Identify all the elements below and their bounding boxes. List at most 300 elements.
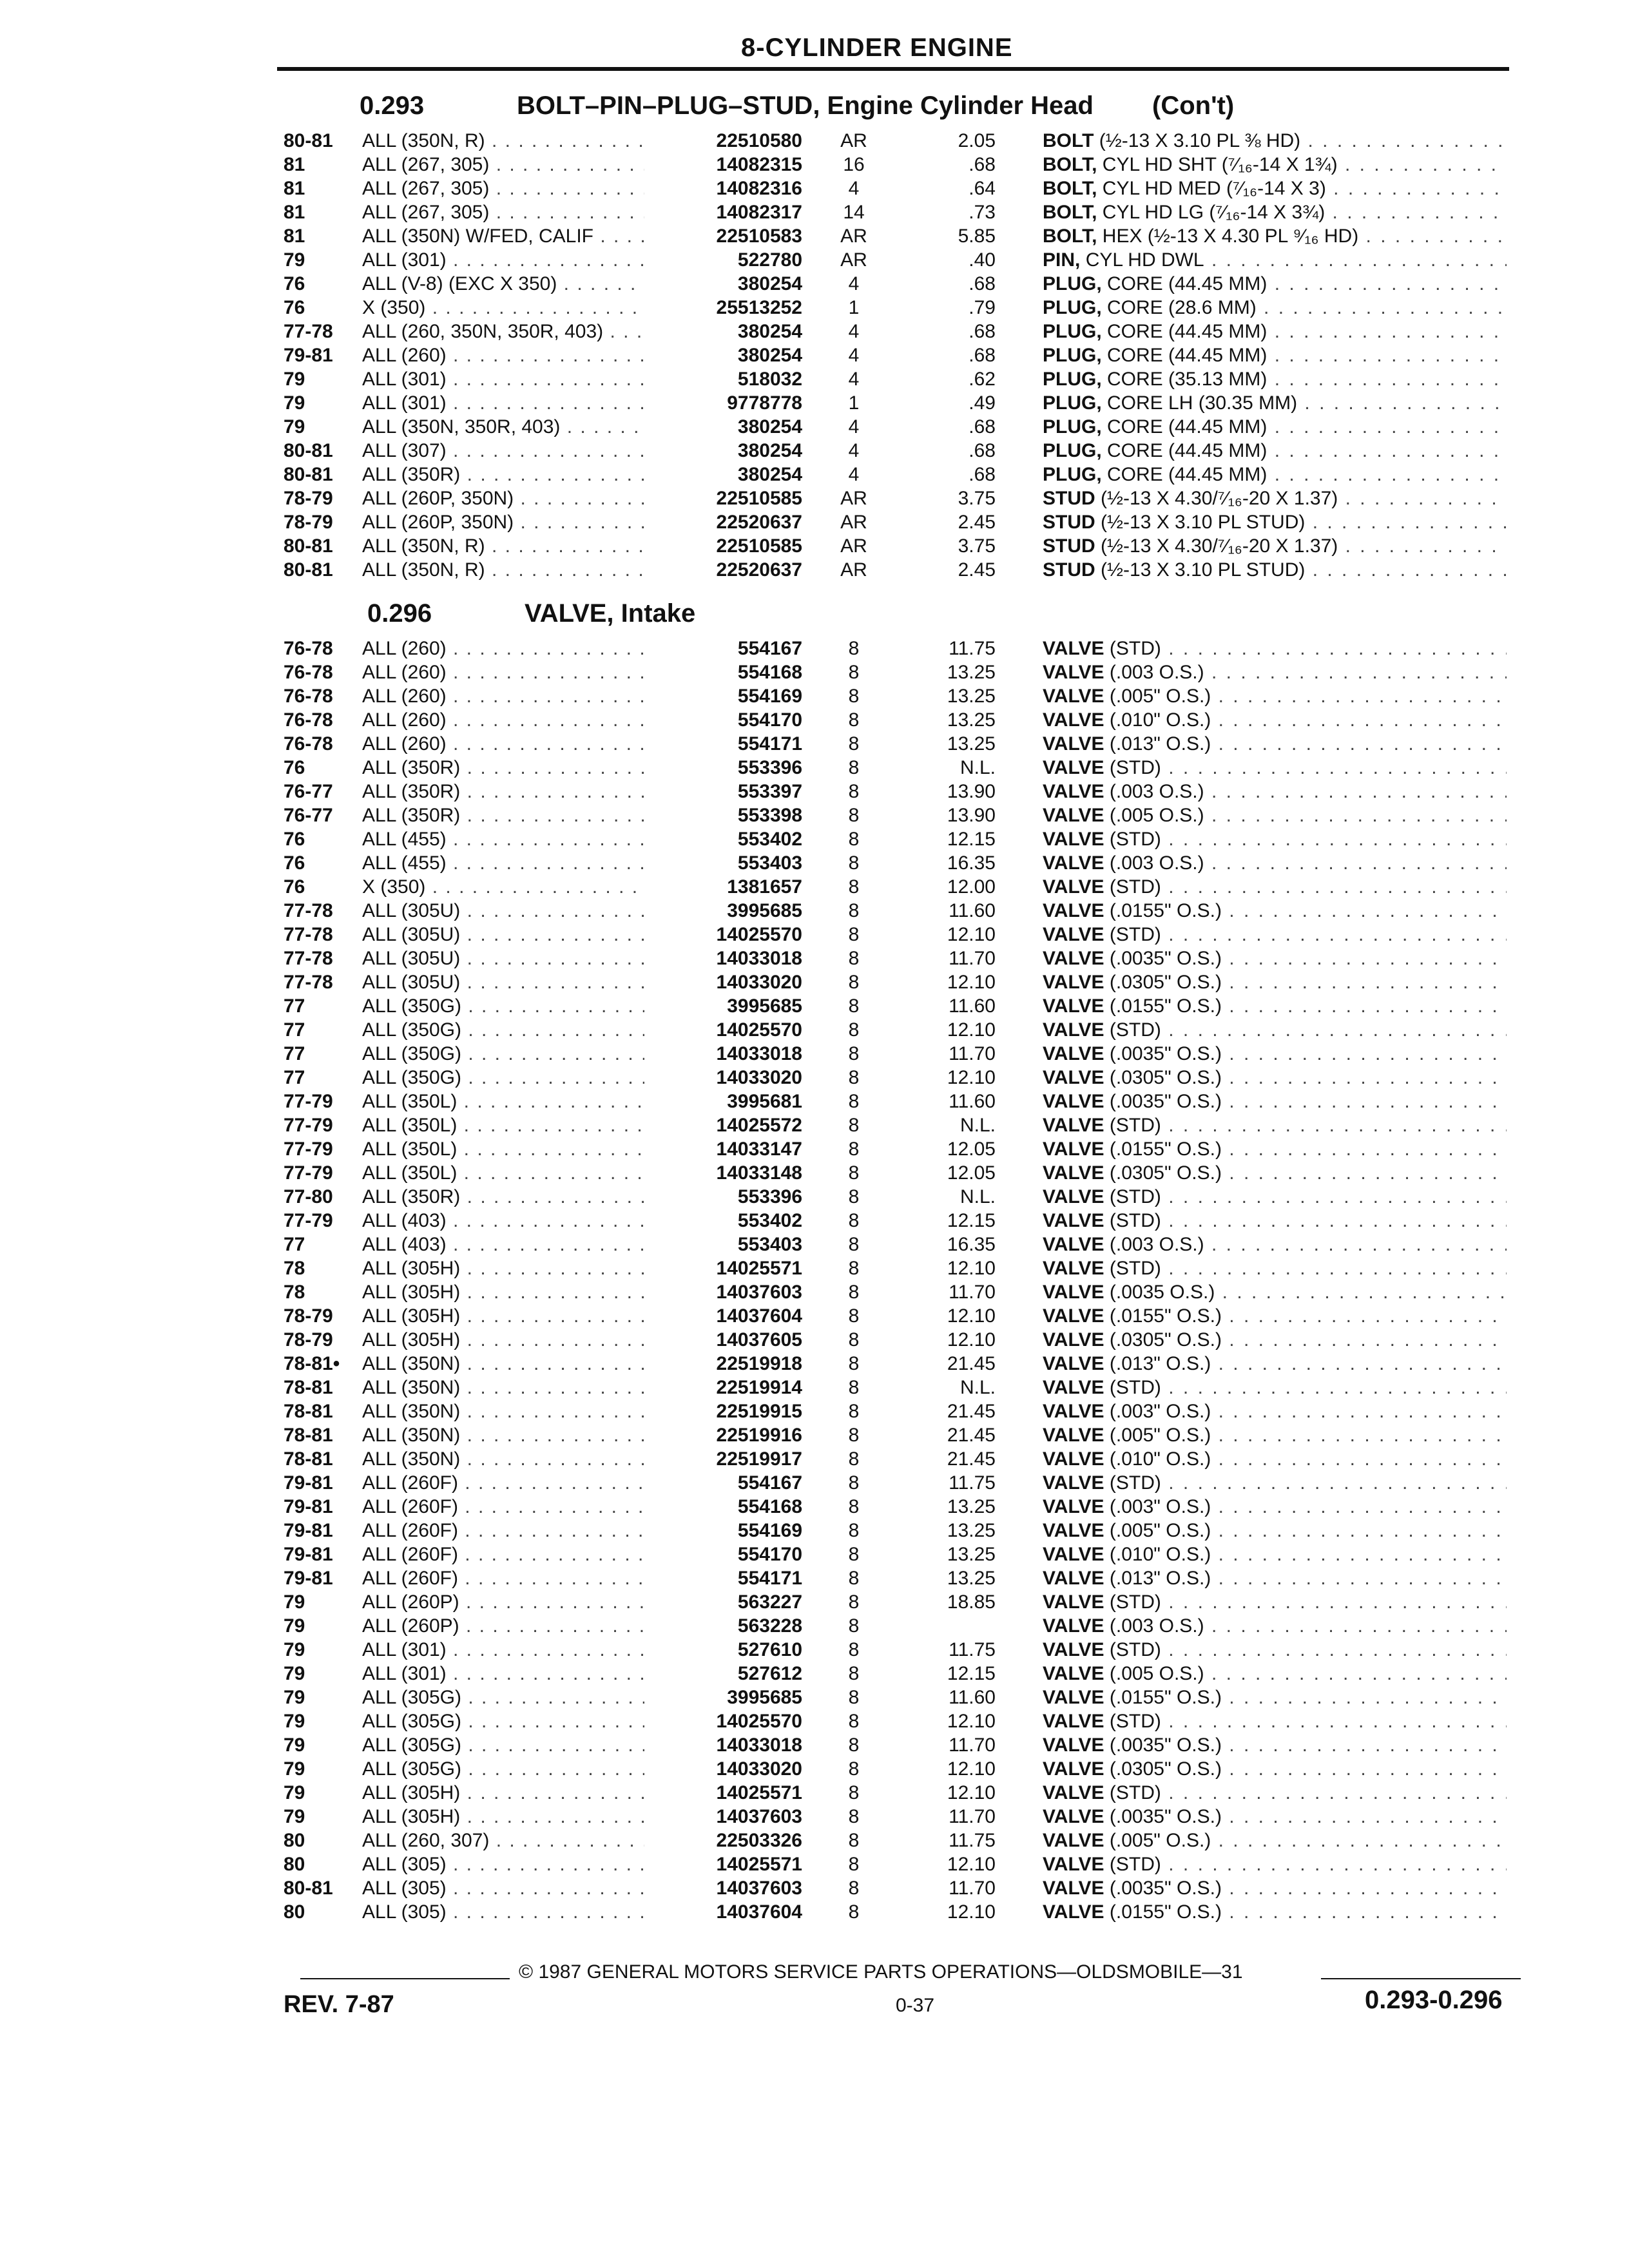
model-cell: ALL (350R) . . . (362, 780, 646, 803)
description-keyword: VALVE (1043, 1758, 1104, 1780)
quantity-cell: 8 (848, 1401, 860, 1422)
year-cell: 79-81 (284, 1496, 333, 1517)
description-detail: (.0305" O.S.) (1104, 1329, 1222, 1350)
description-keyword: VALVE (1043, 1282, 1104, 1303)
quantity-cell: AR (840, 226, 867, 247)
description-cell (1043, 224, 1507, 248)
quantity-cell: AR (840, 559, 867, 581)
year-cell: 77-78 (284, 900, 333, 921)
quantity-cell: 8 (848, 1186, 860, 1207)
quantity-cell: 8 (848, 638, 860, 659)
description-detail: (STD) (1104, 1210, 1161, 1231)
description-cell (1043, 248, 1507, 272)
part-number-cell: 3995681 (644, 1090, 802, 1113)
model-cell: ALL (350N, R) . . . (362, 558, 646, 582)
table-row (284, 1209, 1508, 1233)
part-number-cell: 554170 (644, 1542, 802, 1566)
part-number-cell: 22510580 (644, 129, 802, 153)
description-keyword: STUD (1043, 488, 1095, 509)
description-detail: (STD) (1104, 876, 1161, 898)
description-keyword: STUD (1043, 535, 1095, 557)
description-keyword: VALVE (1043, 1377, 1104, 1398)
year-cell: 79 (284, 1758, 305, 1780)
quantity-cell: 8 (848, 733, 860, 754)
part-number-cell: 14025571 (644, 1256, 802, 1280)
table-row (284, 1399, 1508, 1423)
description-cell (1043, 391, 1507, 415)
description-keyword: VALVE (1043, 1830, 1104, 1851)
description-keyword: VALVE (1043, 1353, 1104, 1374)
year-cell: 77-79 (284, 1210, 333, 1231)
description-detail: (.010" O.S.) (1104, 709, 1211, 731)
quantity-cell: 8 (848, 1735, 860, 1756)
description-cell (1043, 510, 1507, 534)
year-cell: 77-78 (284, 924, 333, 945)
price-cell: 13.25 (947, 686, 996, 707)
quantity-cell: 8 (848, 1377, 860, 1398)
year-cell: 79-81 (284, 1520, 333, 1541)
description-keyword: VALVE (1043, 1544, 1104, 1565)
quantity-cell: 8 (848, 709, 860, 731)
description-keyword: VALVE (1043, 1520, 1104, 1541)
model-cell: ALL (260F) . . . (362, 1471, 646, 1495)
description-keyword: VALVE (1043, 1854, 1104, 1875)
quantity-cell: 8 (848, 1329, 860, 1350)
description-detail: CORE (44.45 MM) (1101, 440, 1268, 461)
table-row (284, 439, 1508, 463)
description-detail: CYL HD DWL (1080, 249, 1204, 271)
year-cell: 78 (284, 1258, 305, 1279)
part-number-cell: 554167 (644, 1471, 802, 1495)
price-cell: .40 (969, 249, 996, 271)
year-cell: 77 (284, 1043, 305, 1064)
year-cell: 79 (284, 1591, 305, 1613)
table-row (284, 129, 1508, 153)
table-row (284, 1113, 1508, 1137)
quantity-cell: 16 (843, 154, 865, 175)
description-detail: (½-13 X 4.30/⁷⁄₁₆-20 X 1.37) (1095, 488, 1338, 509)
year-cell: 79 (284, 1663, 305, 1684)
description-keyword: VALVE (1043, 805, 1104, 826)
price-cell: 11.60 (949, 900, 996, 921)
year-cell: 78-79 (284, 512, 333, 533)
description-keyword: VALVE (1043, 1782, 1104, 1803)
quantity-cell: 8 (848, 1591, 860, 1613)
price-cell: .49 (969, 392, 996, 414)
description-keyword: BOLT, (1043, 154, 1097, 175)
description-cell (1043, 1399, 1507, 1423)
quantity-cell: 8 (848, 1568, 860, 1589)
quantity-cell: 8 (848, 1234, 860, 1255)
year-cell: 79-81 (284, 345, 333, 366)
part-number-cell: 14025572 (644, 1113, 802, 1137)
model-cell: X (350) . . . (362, 875, 646, 899)
table-row (284, 1662, 1508, 1686)
description-cell (1043, 1256, 1507, 1280)
price-cell: 11.75 (949, 638, 996, 659)
model-cell: ALL (350N, R) . . . (362, 129, 646, 153)
price-cell: 13.25 (947, 662, 996, 683)
description-detail: (STD) (1104, 1782, 1161, 1803)
description-detail: (.003 O.S.) (1104, 781, 1204, 802)
description-detail: (.0155" O.S.) (1104, 1687, 1222, 1708)
table-row (284, 756, 1508, 780)
description-keyword: VALVE (1043, 1496, 1104, 1517)
model-cell: ALL (267, 305) . . . (362, 153, 646, 177)
description-detail: (.005" O.S.) (1104, 686, 1211, 707)
year-cell: 76 (284, 757, 305, 778)
description-detail: CYL HD SHT (⁷⁄₁₆-14 X 1¾) (1097, 154, 1338, 175)
description-detail: (.0305" O.S.) (1104, 1758, 1222, 1780)
quantity-cell: 4 (848, 464, 860, 485)
description-cell (1043, 1638, 1507, 1662)
table-row (284, 732, 1508, 756)
description-detail: (STD) (1104, 638, 1161, 659)
part-number-cell: 554167 (644, 637, 802, 660)
description-keyword: VALVE (1043, 781, 1104, 802)
page-header: 8-CYLINDER ENGINE (741, 34, 1013, 62)
price-cell: 12.10 (947, 1067, 996, 1088)
price-cell: 21.45 (947, 1353, 996, 1374)
part-number-cell: 14082316 (644, 177, 802, 200)
model-cell: ALL (260F) . . . (362, 1495, 646, 1519)
part-number-cell: 22519915 (644, 1399, 802, 1423)
year-cell: 77-78 (284, 948, 333, 969)
quantity-cell: 8 (848, 1091, 860, 1112)
table-row (284, 1733, 1508, 1757)
description-detail: (½-13 X 3.10 PL ⅜ HD) (1094, 130, 1301, 151)
section-range: 0.293-0.296 (1365, 1986, 1503, 2014)
table-row (284, 1709, 1508, 1733)
price-cell: 11.70 (949, 1878, 996, 1899)
description-detail: (.010" O.S.) (1104, 1544, 1211, 1565)
table-row (284, 684, 1508, 708)
part-number-cell: 553403 (644, 851, 802, 875)
price-cell: 12.10 (947, 972, 996, 993)
price-cell: 13.25 (947, 1520, 996, 1541)
description-detail: (STD) (1104, 1377, 1161, 1398)
model-cell: ALL (350R) . . . (362, 756, 646, 780)
price-cell: .62 (969, 369, 996, 390)
quantity-cell: 8 (848, 995, 860, 1017)
description-keyword: VALVE (1043, 1139, 1104, 1160)
description-detail: CORE LH (30.35 MM) (1101, 392, 1298, 414)
year-cell: 76 (284, 876, 305, 898)
description-keyword: VALVE (1043, 1711, 1104, 1732)
year-cell: 80-81 (284, 464, 333, 485)
description-cell (1043, 320, 1507, 343)
part-number-cell: 518032 (644, 367, 802, 391)
description-detail: (.003 O.S.) (1104, 852, 1204, 874)
model-cell: ALL (301) . . . (362, 367, 646, 391)
description-keyword: BOLT, (1043, 202, 1097, 223)
quantity-cell: 8 (848, 1043, 860, 1064)
price-cell: N.L. (959, 757, 996, 778)
year-cell: 77-79 (284, 1091, 333, 1112)
description-cell (1043, 1113, 1507, 1137)
price-cell: 11.75 (949, 1830, 996, 1851)
part-number-cell: 380254 (644, 343, 802, 367)
quantity-cell: 8 (848, 876, 860, 898)
part-number-cell: 14037604 (644, 1900, 802, 1924)
description-keyword: VALVE (1043, 995, 1104, 1017)
description-detail: (STD) (1104, 757, 1161, 778)
part-number-cell: 22520637 (644, 558, 802, 582)
description-keyword: VALVE (1043, 1591, 1104, 1613)
description-cell (1043, 756, 1507, 780)
description-keyword: VALVE (1043, 1663, 1104, 1684)
price-cell: 11.70 (949, 948, 996, 969)
model-cell: ALL (305U) . . . (362, 899, 646, 923)
price-cell: 11.75 (949, 1472, 996, 1494)
description-cell (1043, 1161, 1507, 1185)
description-keyword: VALVE (1043, 1472, 1104, 1494)
description-cell (1043, 1042, 1507, 1066)
model-cell: ALL (455) . . . (362, 851, 646, 875)
price-cell: 13.25 (947, 733, 996, 754)
part-number-cell: 14025571 (644, 1781, 802, 1805)
year-cell: 81 (284, 226, 305, 247)
model-cell: ALL (305H) . . . (362, 1304, 646, 1328)
model-cell: ALL (260, 350N, 350R, 403) . . . (362, 320, 646, 343)
quantity-cell: 8 (848, 1282, 860, 1303)
table-row (284, 558, 1508, 582)
model-cell: ALL (350L) . . . (362, 1161, 646, 1185)
year-cell: 79 (284, 416, 305, 437)
description-keyword: VALVE (1043, 1568, 1104, 1589)
part-number-cell: 14025570 (644, 923, 802, 947)
part-number-cell: 14037605 (644, 1328, 802, 1352)
price-cell: 21.45 (947, 1425, 996, 1446)
description-cell (1043, 899, 1507, 923)
quantity-cell: 8 (848, 662, 860, 683)
model-cell: ALL (350L) . . . (362, 1113, 646, 1137)
part-number-cell: 527612 (644, 1662, 802, 1686)
model-cell: ALL (301) . . . (362, 1638, 646, 1662)
part-number-cell: 527610 (644, 1638, 802, 1662)
quantity-cell: AR (840, 488, 867, 509)
year-cell: 80-81 (284, 559, 333, 581)
description-cell (1043, 367, 1507, 391)
description-cell (1043, 439, 1507, 463)
footer-rule-left (300, 1978, 510, 1979)
year-cell: 78-81 (284, 1377, 333, 1398)
description-cell (1043, 1471, 1507, 1495)
price-cell: 12.15 (947, 1663, 996, 1684)
model-cell: ALL (305U) . . . (362, 970, 646, 994)
description-cell (1043, 923, 1507, 947)
table-row (284, 1852, 1508, 1876)
price-cell: 13.25 (947, 1544, 996, 1565)
quantity-cell: 8 (848, 1854, 860, 1875)
description-keyword: VALVE (1043, 1019, 1104, 1041)
part-number-cell: 22510583 (644, 224, 802, 248)
year-cell: 79 (284, 1806, 305, 1827)
description-detail: (.013" O.S.) (1104, 733, 1211, 754)
description-detail: CORE (44.45 MM) (1101, 273, 1268, 294)
year-cell: 79 (284, 1735, 305, 1756)
description-keyword: VALVE (1043, 972, 1104, 993)
description-keyword: PLUG, (1043, 297, 1102, 318)
description-cell (1043, 1805, 1507, 1829)
description-keyword: PIN, (1043, 249, 1081, 271)
description-detail: (STD) (1104, 1472, 1161, 1494)
description-cell (1043, 994, 1507, 1018)
description-keyword: PLUG, (1043, 440, 1102, 461)
price-cell: 16.35 (947, 1234, 996, 1255)
part-number-cell: 14033020 (644, 970, 802, 994)
model-cell: ALL (350N) W/FED, CALIF . . . (362, 224, 646, 248)
year-cell: 77-78 (284, 972, 333, 993)
description-detail: (STD) (1104, 1186, 1161, 1207)
quantity-cell: 8 (848, 1806, 860, 1827)
quantity-cell: 8 (848, 781, 860, 802)
price-cell: 12.05 (947, 1162, 996, 1184)
model-cell: ALL (350R) . . . (362, 803, 646, 827)
quantity-cell: 4 (848, 440, 860, 461)
description-detail: (.013" O.S.) (1104, 1568, 1211, 1589)
year-cell: 78-79 (284, 488, 333, 509)
model-cell: ALL (260) . . . (362, 343, 646, 367)
page-number: 0-37 (896, 1995, 935, 2016)
model-cell: ALL (301) . . . (362, 248, 646, 272)
year-cell: 77-79 (284, 1139, 333, 1160)
quantity-cell: 8 (848, 1019, 860, 1041)
table-row (284, 534, 1508, 558)
model-cell: ALL (350N) . . . (362, 1376, 646, 1399)
quantity-cell: 4 (848, 321, 860, 342)
description-keyword: VALVE (1043, 1234, 1104, 1255)
year-cell: 76-78 (284, 638, 333, 659)
quantity-cell: 8 (848, 1782, 860, 1803)
quantity-cell: 8 (848, 686, 860, 707)
description-detail: (.003" O.S.) (1104, 1401, 1211, 1422)
price-cell: .68 (969, 154, 996, 175)
quantity-cell: 8 (848, 900, 860, 921)
description-cell (1043, 947, 1507, 970)
part-number-cell: 380254 (644, 463, 802, 486)
price-cell: 11.60 (949, 1687, 996, 1708)
description-cell (1043, 1757, 1507, 1781)
part-number-cell: 553402 (644, 827, 802, 851)
description-cell (1043, 732, 1507, 756)
model-cell: ALL (305H) . . . (362, 1781, 646, 1805)
description-cell (1043, 1090, 1507, 1113)
part-number-cell: 554170 (644, 708, 802, 732)
table-row (284, 1328, 1508, 1352)
description-cell (1043, 1137, 1507, 1161)
part-number-cell: 3995685 (644, 994, 802, 1018)
description-detail: (.005 O.S.) (1104, 805, 1204, 826)
table-row (284, 200, 1508, 224)
year-cell: 79 (284, 1639, 305, 1660)
description-cell (1043, 1185, 1507, 1209)
section-number: 0.293 (360, 91, 425, 120)
table-row (284, 1423, 1508, 1447)
description-cell (1043, 1566, 1507, 1590)
quantity-cell: 8 (848, 1258, 860, 1279)
quantity-cell: 8 (848, 1448, 860, 1470)
price-cell: .68 (969, 273, 996, 294)
part-number-cell: 14082317 (644, 200, 802, 224)
description-detail: HEX (½-13 X 4.30 PL ⁹⁄₁₆ HD) (1097, 226, 1359, 247)
description-keyword: VALVE (1043, 876, 1104, 898)
part-number-cell: 554168 (644, 1495, 802, 1519)
description-keyword: VALVE (1043, 733, 1104, 754)
description-cell (1043, 1304, 1507, 1328)
year-cell: 78-81 (284, 1425, 333, 1446)
description-cell (1043, 558, 1507, 582)
year-cell: 78-81 (284, 1448, 333, 1470)
description-cell (1043, 637, 1507, 660)
model-cell: ALL (305) . . . (362, 1852, 646, 1876)
model-cell: ALL (307) . . . (362, 439, 646, 463)
price-cell: 12.15 (947, 1210, 996, 1231)
description-detail: (.003 O.S.) (1104, 662, 1204, 683)
price-cell: 11.70 (949, 1282, 996, 1303)
description-detail: CORE (44.45 MM) (1101, 345, 1268, 366)
model-cell: ALL (350N) . . . (362, 1399, 646, 1423)
price-cell: 11.60 (949, 995, 996, 1017)
year-cell: 80 (284, 1830, 305, 1851)
description-cell (1043, 1876, 1507, 1900)
quantity-cell: 8 (848, 1162, 860, 1184)
price-cell: 12.10 (947, 1782, 996, 1803)
year-cell: 77-79 (284, 1162, 333, 1184)
year-cell: 81 (284, 202, 305, 223)
copyright-notice: © 1987 GENERAL MOTORS SERVICE PARTS OPERATIONS—OLDSMOBILE—31 (519, 1961, 1243, 1983)
model-cell: ALL (403) . . . (362, 1233, 646, 1256)
model-cell: ALL (260) . . . (362, 637, 646, 660)
price-cell: .68 (969, 464, 996, 485)
description-cell (1043, 1209, 1507, 1233)
price-cell: 12.00 (947, 876, 996, 898)
description-keyword: VALVE (1043, 1186, 1104, 1207)
description-detail: (.013" O.S.) (1104, 1353, 1211, 1374)
section-name: VALVE, Intake (525, 599, 696, 628)
model-cell: ALL (350N, R) . . . (362, 534, 646, 558)
description-cell (1043, 129, 1507, 153)
price-cell: 13.90 (947, 805, 996, 826)
description-detail: (STD) (1104, 1854, 1161, 1875)
description-keyword: VALVE (1043, 1425, 1104, 1446)
year-cell: 79 (284, 369, 305, 390)
description-detail: CORE (44.45 MM) (1101, 321, 1268, 342)
table-row (284, 1304, 1508, 1328)
model-cell: ALL (350L) . . . (362, 1137, 646, 1161)
description-keyword: PLUG, (1043, 392, 1102, 414)
table-row (284, 1638, 1508, 1662)
description-detail: (.0155" O.S.) (1104, 1901, 1222, 1923)
description-keyword: VALVE (1043, 662, 1104, 683)
table-row (284, 415, 1508, 439)
year-cell: 78-79 (284, 1305, 333, 1327)
model-cell: ALL (305G) . . . (362, 1757, 646, 1781)
price-cell: 18.85 (947, 1591, 996, 1613)
model-cell: ALL (305G) . . . (362, 1733, 646, 1757)
part-number-cell: 22510585 (644, 486, 802, 510)
description-keyword: VALVE (1043, 1878, 1104, 1899)
table-row (284, 923, 1508, 947)
table-row (284, 1280, 1508, 1304)
year-cell: 80-81 (284, 130, 333, 151)
description-cell (1043, 534, 1507, 558)
description-cell (1043, 1733, 1507, 1757)
year-cell: 77 (284, 1234, 305, 1255)
model-cell: ALL (350G) . . . (362, 1066, 646, 1090)
price-cell: 16.35 (947, 852, 996, 874)
table-row (284, 1876, 1508, 1900)
